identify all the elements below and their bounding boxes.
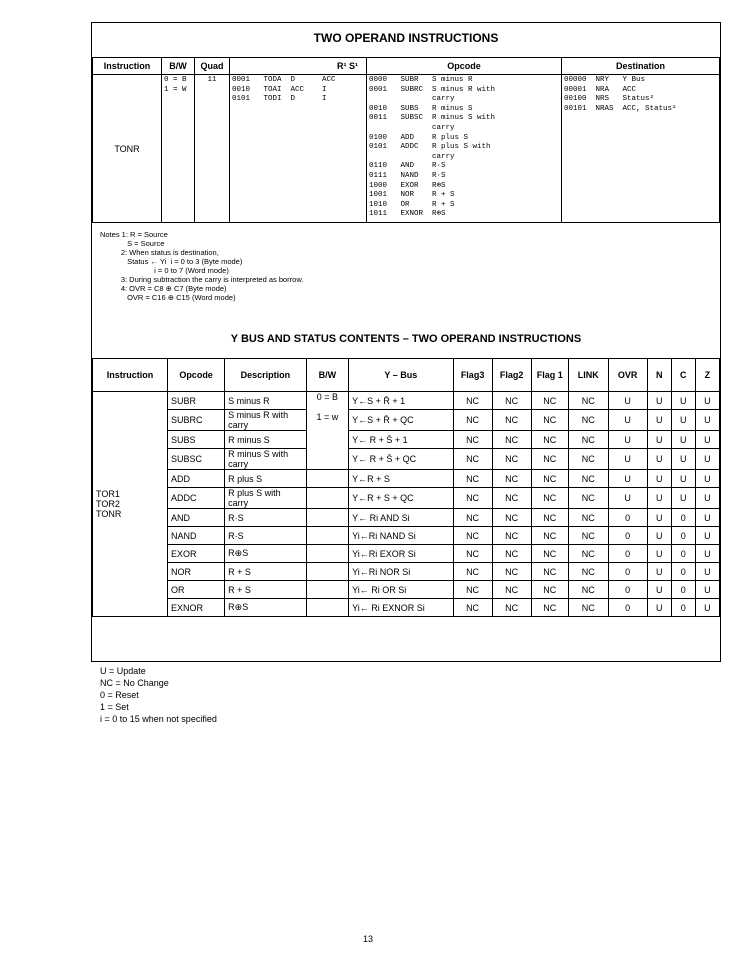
t2-flag-cell: U	[695, 527, 719, 545]
t2-opcode: SUBR	[167, 392, 224, 410]
t2-flag-cell: 0	[608, 581, 647, 599]
t2-flag-cell: U	[608, 488, 647, 509]
t2-flag-cell: NC	[531, 488, 568, 509]
t2-flag-cell: 0	[671, 563, 695, 581]
page-number: 13	[362, 934, 373, 944]
t2-flag-cell: U	[695, 599, 719, 617]
t2-header-cell: Y – Bus	[349, 359, 453, 392]
t2-header-cell: Z	[695, 359, 719, 392]
table2-header-row	[93, 359, 720, 392]
t2-flag-cell: NC	[492, 431, 531, 449]
t2-flag-cell: U	[647, 470, 671, 488]
t2-description: S minus R with carry	[225, 410, 306, 431]
t2-header-cell: N	[647, 359, 671, 392]
t2-flag-cell: NC	[492, 563, 531, 581]
t2-opcode: SUBRC	[167, 410, 224, 431]
t1-opcode: 0000 SUBR S minus R 0001 SUBRC S minus R with carry 0010 SUBS R minus S 0011 SUBSC R minus S with carry 0100 ADD R plus S 0101 ADDC R plus S with carry 0110 AND R·S 0111 NAND R·S 1000 EXOR R⊕S 1001 NOR R + S 1010 OR R + S 1011 EXNOR R⊕S	[367, 75, 562, 223]
t2-ybus: Y←S + R̄ + 1	[349, 392, 453, 410]
t2-flag-cell: NC	[569, 449, 609, 470]
t2-bw-empty	[306, 545, 349, 563]
t2-header-cell: Flag 1	[531, 359, 568, 392]
t1-instruction: TONR	[93, 75, 162, 223]
legend	[100, 665, 217, 725]
t2-flag-cell: NC	[492, 545, 531, 563]
t2-ybus: Y← R + S̄ + 1	[349, 431, 453, 449]
t2-flag-cell: U	[671, 410, 695, 431]
t2-flag-cell: NC	[492, 599, 531, 617]
y-bus-status-table	[92, 358, 720, 617]
table1-header-row	[93, 58, 720, 75]
t2-flag-cell: NC	[569, 527, 609, 545]
t2-ybus: Y← Ri AND Si	[349, 509, 453, 527]
t2-flag-cell: NC	[531, 449, 568, 470]
t2-flag-cell: 0	[608, 563, 647, 581]
t2-ybus: Y←R + S	[349, 470, 453, 488]
t2-flag-cell: U	[647, 392, 671, 410]
t2-description: S minus R	[225, 392, 306, 410]
t2-flag-cell: U	[695, 431, 719, 449]
t2-opcode: ADDC	[167, 488, 224, 509]
t2-flag-cell: NC	[453, 563, 492, 581]
table2-title: Y BUS AND STATUS CONTENTS – TWO OPERAND INSTRUCTIONS	[230, 333, 582, 345]
t2-description: R minus S with carry	[225, 449, 306, 470]
t2-flag-cell: U	[608, 392, 647, 410]
t2-opcode: SUBS	[167, 431, 224, 449]
t2-header-cell: Instruction	[93, 359, 168, 392]
t2-flag-cell: U	[695, 449, 719, 470]
t2-ybus: Y← R + S̄ + QC	[349, 449, 453, 470]
legend-item: U = Update	[100, 666, 146, 676]
t2-header-cell: Description	[225, 359, 306, 392]
t2-flag-cell: NC	[569, 581, 609, 599]
t2-header-cell: C	[671, 359, 695, 392]
table-row	[93, 545, 720, 563]
t2-flag-cell: U	[695, 470, 719, 488]
t2-flag-cell: NC	[569, 563, 609, 581]
t2-flag-cell: U	[608, 470, 647, 488]
t2-flag-cell: NC	[569, 410, 609, 431]
t2-flag-cell: U	[695, 563, 719, 581]
legend-item: 0 = Reset	[100, 690, 139, 700]
t1-header-opcode: Opcode	[367, 58, 562, 75]
two-operand-table	[92, 57, 720, 223]
t2-flag-cell: NC	[569, 488, 609, 509]
t2-flag-cell: NC	[453, 509, 492, 527]
t2-flag-cell: NC	[453, 410, 492, 431]
t2-flag-cell: NC	[569, 599, 609, 617]
t2-flag-cell: NC	[569, 509, 609, 527]
t2-opcode: EXOR	[167, 545, 224, 563]
t2-description: R plus S	[225, 470, 306, 488]
table-row	[93, 509, 720, 527]
t2-flag-cell: NC	[492, 581, 531, 599]
t2-header-cell: Opcode	[167, 359, 224, 392]
t2-opcode: NOR	[167, 563, 224, 581]
t2-bw-empty	[306, 527, 349, 545]
t2-flag-cell: U	[695, 581, 719, 599]
t2-flag-cell: NC	[569, 392, 609, 410]
t1-header-rs: R¹ S¹	[230, 58, 367, 75]
t2-ybus: Yi←Ri NAND Si	[349, 527, 453, 545]
t2-ybus: Yi← Ri EXNOR Si	[349, 599, 453, 617]
t2-ybus: Yi←Ri NOR Si	[349, 563, 453, 581]
t2-flag-cell: U	[647, 431, 671, 449]
t1-rs: 0001 TODA D ACC 0010 TOAI ACC I 0101 TODI D I	[230, 75, 367, 223]
t2-flag-cell: NC	[531, 431, 568, 449]
t2-flag-cell: NC	[569, 431, 609, 449]
t2-flag-cell: NC	[453, 527, 492, 545]
t2-flag-cell: NC	[453, 470, 492, 488]
t2-flag-cell: NC	[531, 581, 568, 599]
t2-opcode: EXNOR	[167, 599, 224, 617]
t2-flag-cell: NC	[453, 392, 492, 410]
t2-flag-cell: U	[647, 545, 671, 563]
t2-opcode: ADD	[167, 470, 224, 488]
legend-item: i = 0 to 15 when not specified	[100, 714, 217, 724]
t1-destination: 00000 NRY Y Bus 00001 NRA ACC 00100 NRS Status² 00101 NRAS ACC, Status²	[562, 75, 720, 223]
t2-flag-cell: 0	[671, 545, 695, 563]
t2-flag-cell: U	[671, 431, 695, 449]
t2-description: R⊕S	[225, 599, 306, 617]
t2-flag-cell: U	[695, 410, 719, 431]
t2-flag-cell: NC	[453, 581, 492, 599]
t2-flag-cell: NC	[453, 599, 492, 617]
legend-item: NC = No Change	[100, 678, 169, 688]
table-row	[93, 410, 720, 431]
t2-bw-empty	[306, 581, 349, 599]
t1-quad: 11	[195, 75, 230, 223]
t1-bw: 0 = B 1 = W	[162, 75, 195, 223]
t2-header-cell: Flag2	[492, 359, 531, 392]
t2-flag-cell: NC	[492, 410, 531, 431]
t1-header-destination: Destination	[562, 58, 720, 75]
t2-flag-cell: NC	[531, 599, 568, 617]
t2-flag-cell: NC	[492, 509, 531, 527]
t2-header-cell: B/W	[306, 359, 349, 392]
t2-ybus: Yi← Ri OR Si	[349, 581, 453, 599]
legend-item: 1 = Set	[100, 702, 129, 712]
t2-flag-cell: U	[671, 488, 695, 509]
t2-flag-cell: NC	[492, 527, 531, 545]
t2-flag-cell: U	[647, 449, 671, 470]
t2-flag-cell: U	[647, 563, 671, 581]
table-row	[93, 527, 720, 545]
table1-title: TWO OPERAND INSTRUCTIONS	[313, 31, 499, 45]
document-page	[91, 22, 721, 724]
t2-opcode: SUBSC	[167, 449, 224, 470]
t2-description: R plus S with carry	[225, 488, 306, 509]
t1-header-bw: B/W	[162, 58, 195, 75]
t2-flag-cell: U	[671, 470, 695, 488]
table-row	[93, 449, 720, 470]
table-row	[93, 470, 720, 488]
t1-header-quad: Quad	[195, 58, 230, 75]
t2-flag-cell: NC	[453, 449, 492, 470]
t2-description: R minus S	[225, 431, 306, 449]
t2-opcode: NAND	[167, 527, 224, 545]
t2-header-cell: Flag3	[453, 359, 492, 392]
t2-description: R + S	[225, 563, 306, 581]
t2-flag-cell: U	[695, 545, 719, 563]
t2-ybus: Y←R + S + QC	[349, 488, 453, 509]
t2-flag-cell: U	[608, 410, 647, 431]
t2-bw-empty	[306, 509, 349, 527]
t1-header-instruction: Instruction	[93, 58, 162, 75]
t2-header-cell: OVR	[608, 359, 647, 392]
t2-flag-cell: NC	[492, 449, 531, 470]
t2-flag-cell: U	[695, 392, 719, 410]
t2-bw-empty	[306, 599, 349, 617]
t2-flag-cell: U	[647, 410, 671, 431]
t2-flag-cell: NC	[453, 488, 492, 509]
table-row	[93, 392, 720, 410]
t2-flag-cell: 0	[608, 599, 647, 617]
t2-opcode: OR	[167, 581, 224, 599]
t2-flag-cell: NC	[453, 431, 492, 449]
t2-flag-cell: NC	[569, 545, 609, 563]
t2-flag-cell: NC	[453, 545, 492, 563]
t2-flag-cell: 0	[671, 509, 695, 527]
table1-row	[93, 75, 720, 223]
t2-flag-cell: U	[671, 392, 695, 410]
t2-flag-cell: U	[695, 509, 719, 527]
t2-flag-cell: NC	[531, 545, 568, 563]
t2-flag-cell: U	[695, 488, 719, 509]
t2-flag-cell: U	[647, 527, 671, 545]
t2-description: R + S	[225, 581, 306, 599]
t2-opcode: AND	[167, 509, 224, 527]
table-row	[93, 488, 720, 509]
table-row	[93, 431, 720, 449]
t2-flag-cell: U	[608, 431, 647, 449]
t2-flag-cell: 0	[608, 527, 647, 545]
t2-flag-cell: U	[647, 581, 671, 599]
t2-header-cell: LINK	[569, 359, 609, 392]
t2-flag-cell: U	[647, 509, 671, 527]
t2-description: R·S	[225, 509, 306, 527]
t2-flag-cell: NC	[531, 527, 568, 545]
t2-flag-cell: U	[647, 599, 671, 617]
t2-ybus: Yi←Ri EXOR Si	[349, 545, 453, 563]
table-row	[93, 599, 720, 617]
notes: Notes 1: R = Source S = Source 2: When status is destination, Status ← Yi i = 0 to 3 (Byte mode) i = 0 to 7 (Word mode) 3: During subtraction the carry is interpreted as borrow. 4: OVR = C8 ⊕ C7 (Byte mode) OVR = C16 ⊕ C15 (Word mode)	[100, 230, 304, 302]
t2-flag-cell: 0	[608, 509, 647, 527]
t2-flag-cell: NC	[492, 488, 531, 509]
t2-flag-cell: 0	[671, 527, 695, 545]
t2-flag-cell: U	[608, 449, 647, 470]
t2-flag-cell: NC	[531, 563, 568, 581]
t2-flag-cell: NC	[531, 410, 568, 431]
t2-flag-cell: NC	[569, 470, 609, 488]
t2-description: R⊕S	[225, 545, 306, 563]
t2-bw-empty	[306, 488, 349, 509]
t2-flag-cell: NC	[531, 470, 568, 488]
t2-bw-empty	[306, 563, 349, 581]
t2-bw: 0 = B 1 = w	[306, 392, 349, 470]
t2-description: R·S	[225, 527, 306, 545]
t2-flag-cell: NC	[492, 470, 531, 488]
t2-flag-cell: NC	[492, 392, 531, 410]
t2-flag-cell: U	[647, 488, 671, 509]
t2-bw-empty	[306, 470, 349, 488]
t2-flag-cell: 0	[608, 545, 647, 563]
table-row	[93, 563, 720, 581]
t2-flag-cell: NC	[531, 392, 568, 410]
t2-flag-cell: 0	[671, 599, 695, 617]
t2-ybus: Y←S + R̄ + QC	[349, 410, 453, 431]
t2-instruction: TOR1 TOR2 TONR	[93, 392, 168, 617]
t2-flag-cell: U	[671, 449, 695, 470]
t2-flag-cell: 0	[671, 581, 695, 599]
table-row	[93, 581, 720, 599]
t2-flag-cell: NC	[531, 509, 568, 527]
